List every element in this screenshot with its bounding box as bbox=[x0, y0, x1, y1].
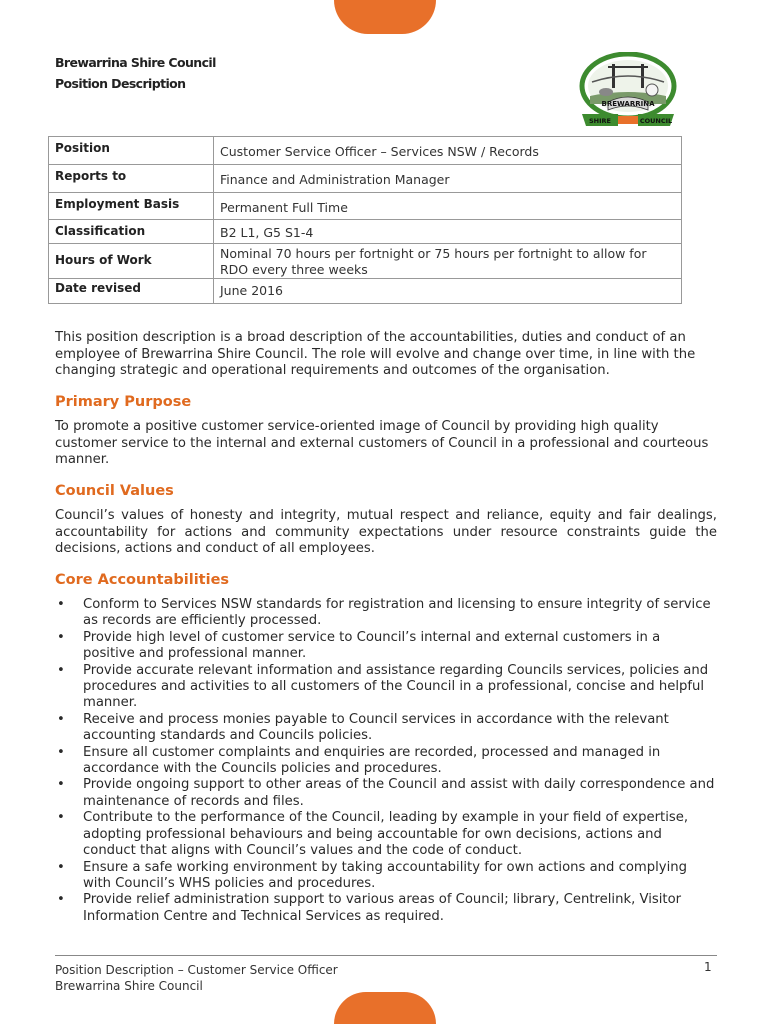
core-accountabilities-list bbox=[55, 597, 715, 925]
bullet-icon: • bbox=[57, 597, 65, 612]
label-employment-basis: Employment Basis bbox=[49, 193, 214, 220]
table-row bbox=[49, 193, 682, 220]
footer-divider bbox=[55, 955, 717, 956]
list-item-text: Receive and process monies payable to Council services in accordance with the relevant accounting standards and Councils policies. bbox=[83, 711, 669, 744]
bullet-icon: • bbox=[57, 662, 65, 678]
list-item bbox=[55, 745, 715, 778]
core-accountabilities-heading: Core Accountabilities bbox=[55, 572, 230, 588]
list-item bbox=[55, 663, 715, 712]
list-item-text: Ensure all customer complaints and enquiries are recorded, processed and managed in accordance with the Councils policies and procedures. bbox=[83, 744, 661, 777]
org-name: Brewarrina Shire Council bbox=[55, 55, 216, 70]
list-item-text: Provide ongoing support to other areas of the Council and assist with daily correspondence and maintenance of records and files. bbox=[83, 777, 715, 809]
table-row bbox=[49, 165, 682, 193]
table-row bbox=[49, 220, 682, 244]
value-reports-to: Finance and Administration Manager bbox=[214, 165, 682, 193]
table-row bbox=[49, 137, 682, 165]
bullet-icon: • bbox=[57, 810, 65, 826]
list-item bbox=[55, 712, 715, 745]
bullet-icon: • bbox=[57, 777, 65, 793]
list-item bbox=[55, 860, 715, 893]
bullet-icon: • bbox=[57, 744, 65, 760]
list-item bbox=[55, 810, 715, 859]
footer-line-2: Brewarrina Shire Council bbox=[55, 979, 203, 993]
list-item-text: Provide high level of customer service to Council’s internal and external customers in a positive and professional manner. bbox=[83, 629, 661, 662]
list-item-text: Contribute to the performance of the Council, leading by example in your field of expertise, adopting professional behaviours and being accountable for own decisions, actions and conduct that aligns with Council’s values and the code of conduct. bbox=[83, 810, 689, 859]
value-classification: B2 L1, G5 S1-4 bbox=[214, 220, 682, 244]
top-decorative-tab bbox=[334, 0, 436, 34]
list-item-text: Ensure a safe working environment by taking accountability for own actions and complying with Council’s WHS policies and procedures. bbox=[83, 859, 687, 891]
list-item-text: Conform to Services NSW standards for registration and licensing to ensure integrity of service as records are efficiently processed. bbox=[83, 597, 711, 629]
list-item bbox=[55, 777, 715, 810]
logo-name-right: COUNCIL bbox=[639, 117, 673, 125]
list-item-text: Provide accurate relevant information and assistance regarding Councils services, policies and procedures and activities to all customers of the Council in a professional, concise and helpful manner. bbox=[83, 662, 709, 711]
page-footer bbox=[55, 962, 338, 994]
label-date-revised: Date revised bbox=[49, 279, 214, 304]
page-number: 1 bbox=[704, 960, 712, 974]
council-values-heading: Council Values bbox=[55, 483, 174, 499]
table-row bbox=[49, 279, 682, 304]
intro-paragraph: This position description is a broad description of the accountabilities, duties and conduct of an employee of Brewarrina Shire Council. The role will evolve and change over time, in line with the changing strategic and operational requirements and outcomes of the organisation. bbox=[55, 330, 696, 379]
council-values-text: Council’s values of honesty and integrity, mutual respect and reliance, equity and fair dealings, accountability for actions and community expectations under resource constraints guide the decisions, actions and conduct of all employees. bbox=[55, 508, 717, 557]
logo-name-left: SHIRE bbox=[589, 117, 611, 125]
bullet-icon: • bbox=[57, 892, 65, 908]
document-header bbox=[55, 52, 216, 94]
council-logo bbox=[578, 52, 678, 132]
bullet-icon: • bbox=[57, 711, 65, 727]
label-classification: Classification bbox=[49, 220, 214, 244]
footer-line-1: Position Description – Customer Service Officer bbox=[55, 963, 338, 977]
table-row bbox=[49, 244, 682, 279]
label-reports-to: Reports to bbox=[49, 165, 214, 193]
doc-type: Position Description bbox=[55, 76, 186, 91]
bullet-icon: • bbox=[57, 859, 65, 875]
list-item bbox=[55, 892, 715, 925]
list-item bbox=[55, 630, 715, 663]
bullet-icon: • bbox=[57, 629, 65, 645]
logo-name-top: BREWARRINA bbox=[601, 100, 655, 108]
list-item-text: Provide relief administration support to various areas of Council; library, Centrelink, Visitor Information Centre and Technical Services as required. bbox=[83, 892, 682, 924]
primary-purpose-heading: Primary Purpose bbox=[55, 394, 192, 410]
primary-purpose-text: To promote a positive customer service-oriented image of Council by providing high quality customer service to the internal and external customers of Council in a professional and courteous manner. bbox=[55, 419, 709, 468]
value-date-revised: June 2016 bbox=[214, 279, 682, 304]
label-hours-of-work: Hours of Work bbox=[49, 244, 214, 279]
label-position: Position bbox=[49, 137, 214, 165]
bottom-decorative-tab bbox=[334, 992, 436, 1024]
value-hours-of-work: Nominal 70 hours per fortnight or 75 hours per fortnight to allow for RDO every three weeks bbox=[214, 244, 682, 279]
list-item bbox=[55, 597, 715, 630]
value-position: Customer Service Officer – Services NSW / Records bbox=[214, 137, 682, 165]
value-employment-basis: Permanent Full Time bbox=[214, 193, 682, 220]
position-info-table bbox=[48, 136, 682, 304]
